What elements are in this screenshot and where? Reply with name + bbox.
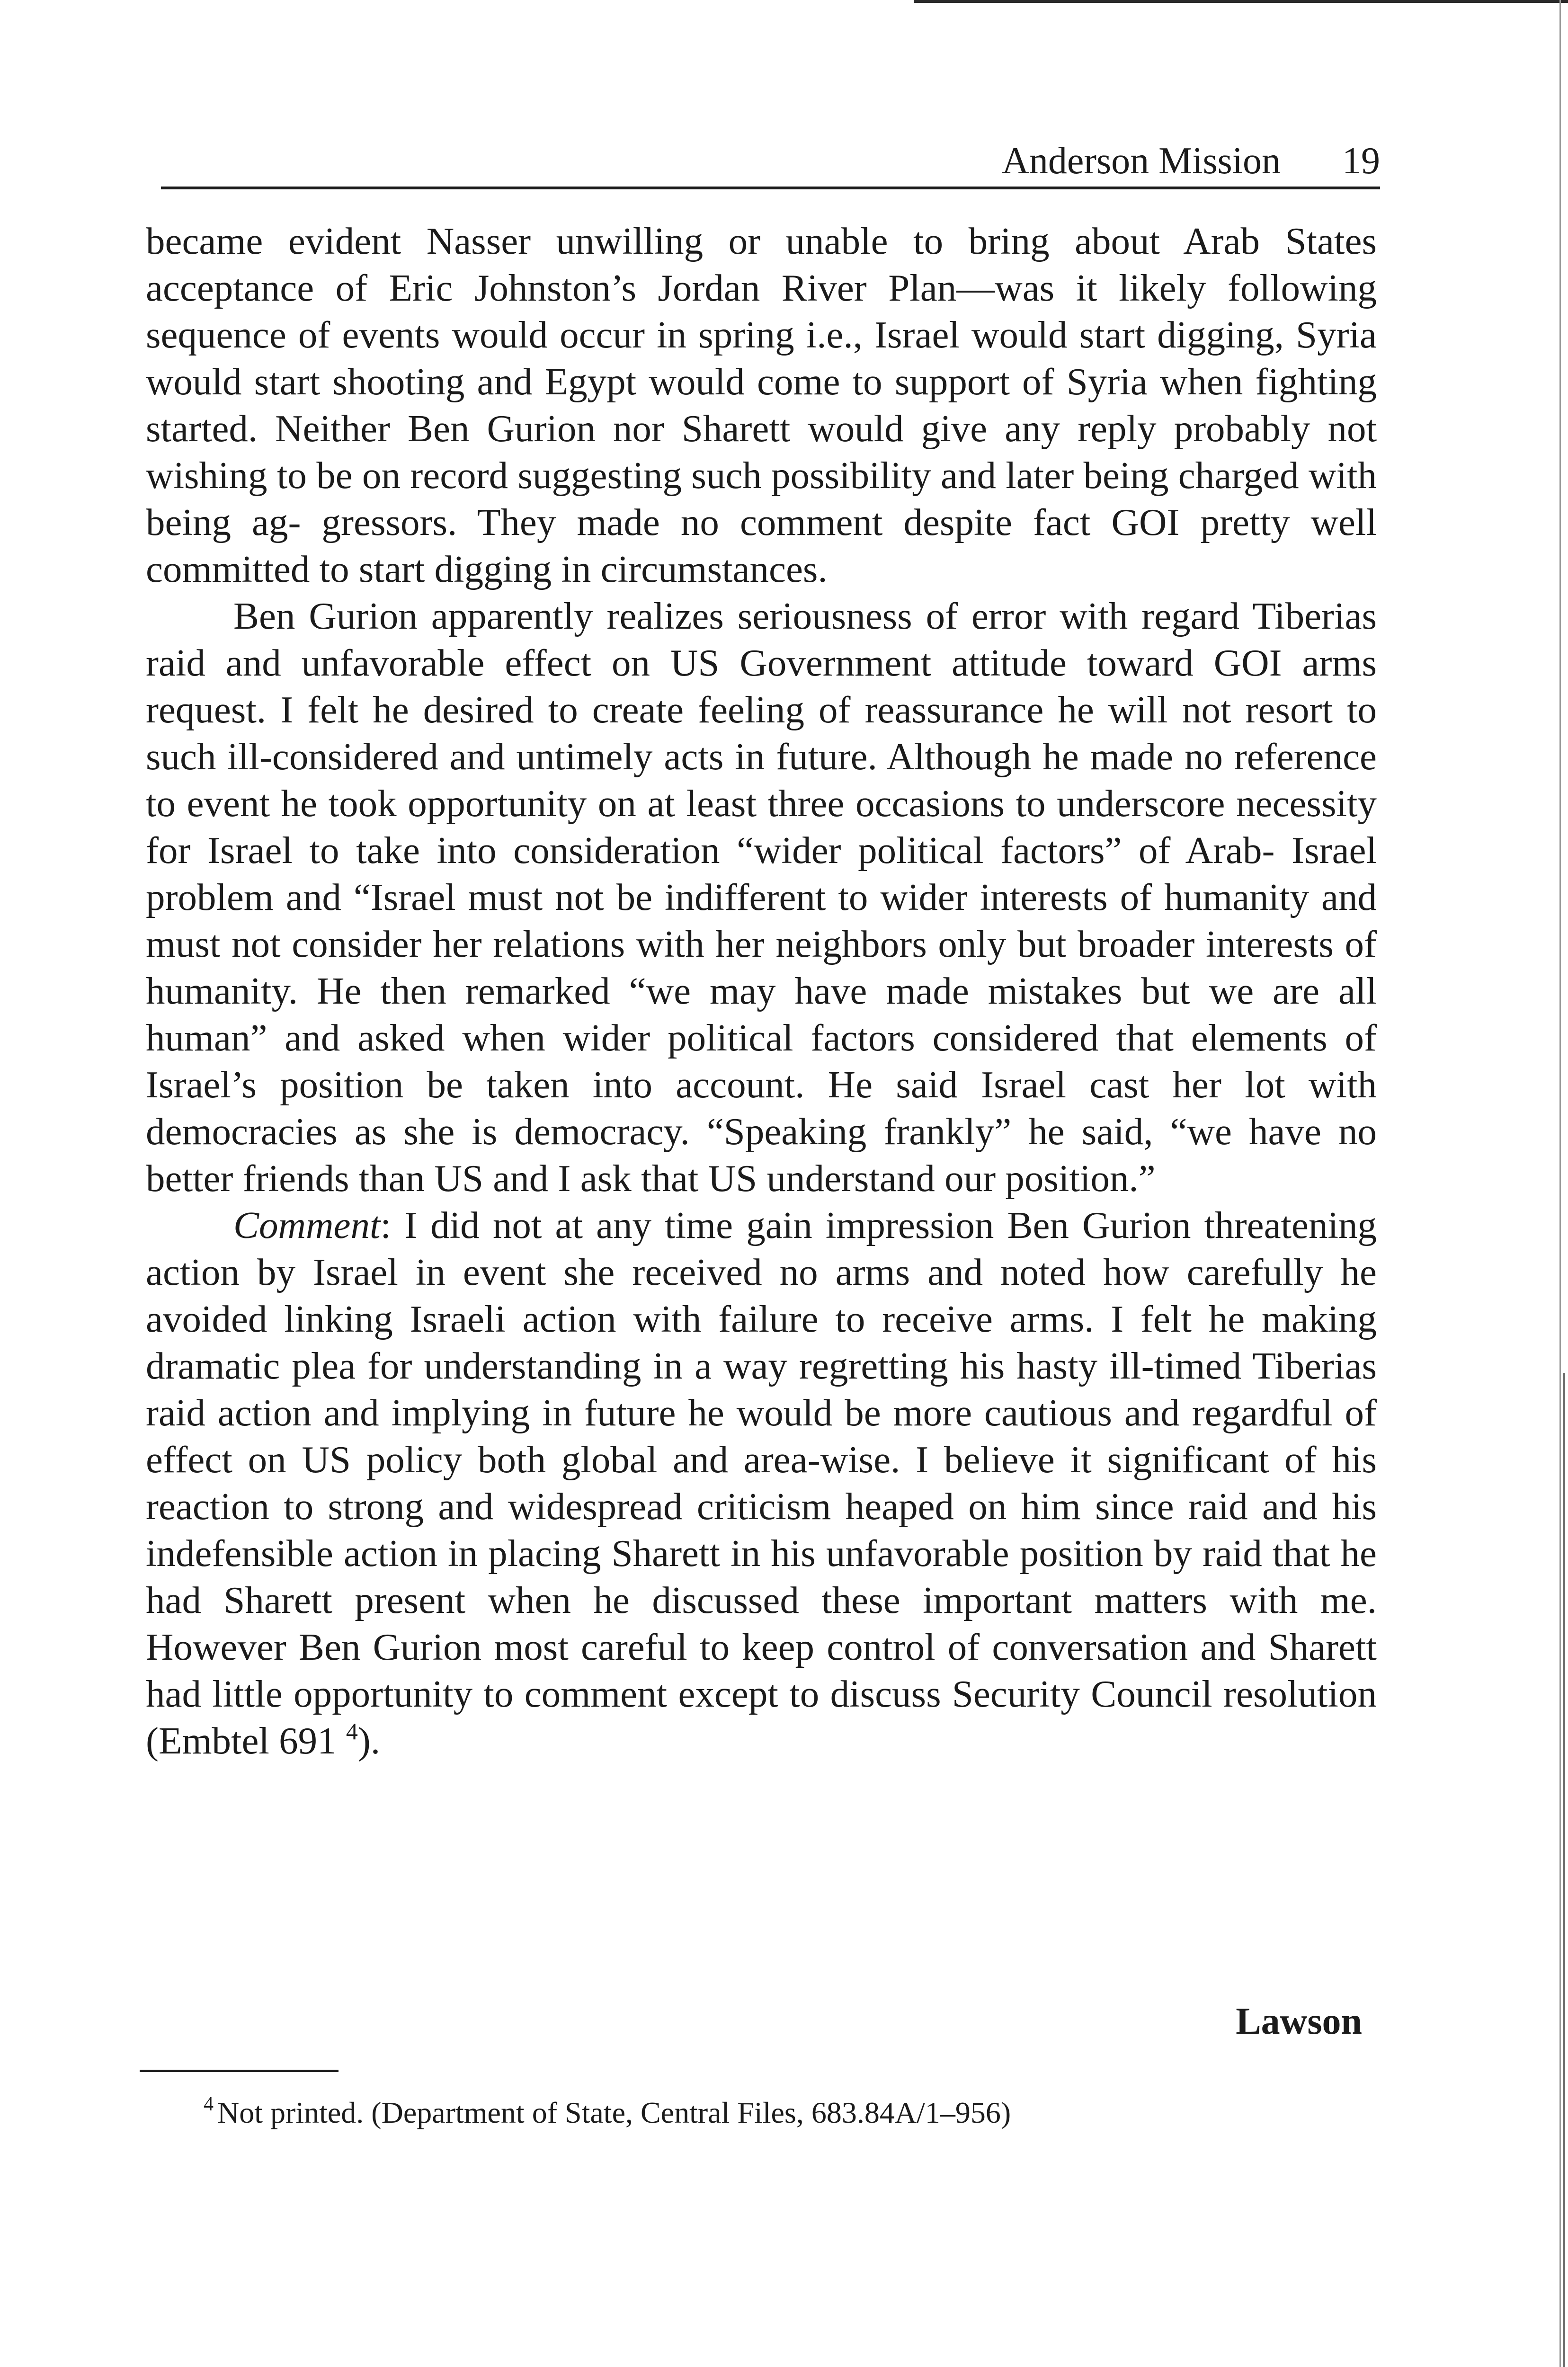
running-head-title: Anderson Mission <box>1002 140 1281 182</box>
page-binding-edge <box>1563 1373 1565 2367</box>
comment-label: Comment <box>233 1204 381 1246</box>
footnote-text: Not printed. (Department of State, Central Files, 683.84A/1–956) <box>217 2096 1011 2129</box>
paragraph-2: Ben Gurion apparently realizes seriousness of error with regard Tiberias raid and unfavorable effect on US Government attitude toward GOI arms request. I felt he desired to create feeling of reassurance he will not resort to such ill-considered and untimely acts in future. Although he made no reference to event he took opportunity on at least three occasions to underscore necessity for Israel to take into consideration “wider political factors” of Arab- Israel problem and “Israel must not be indifferent to wider interests of humanity and must not consider her relations with her neighbors only but broader interests of humanity. He then remarked “we may have made mistakes but we are all human” and asked when wider political factors considered that elements of Israel’s position be taken into account. He said Israel cast her lot with democracies as she is democracy. “Speaking frankly” he said, “we have no better friends than US and I ask that US understand our position.” <box>146 595 1377 1200</box>
page-right-edge <box>1559 0 1561 2367</box>
body-text <box>146 218 1377 1764</box>
running-head <box>161 137 1380 189</box>
comment-end: ). <box>357 1719 381 1762</box>
footnote-rule <box>140 2070 339 2072</box>
footnote-reference: 4 <box>346 1718 358 1744</box>
footnote-marker: 4 <box>204 2093 214 2115</box>
page-number: 19 <box>1342 140 1380 182</box>
running-head-rule <box>161 187 1380 189</box>
page-top-edge <box>914 0 1568 3</box>
comment-text: : I did not at any time gain impression Ben Gurion threatening action by Israel in event she received no arms and noted how carefully he avoided linking Israeli action with failure to receive arms. I felt he making dramatic plea for understanding in a way regretting his hasty ill-timed Tiberias raid action and implying in future he would be more cautious and regardful of effect on US policy both global and area-wise. I believe it significant of his reaction to strong and widespread criticism heaped on him since raid and his indefensible action in placing Sharett in his unfavorable position by raid that he had Sharett present when he discussed these important matters with me. However Ben Gurion most careful to keep control of conversation and Sharett had little opportunity to comment except to discuss Security Council resolution (Embtel 691 <box>146 1204 1377 1762</box>
signature: Lawson <box>1236 2001 1362 2042</box>
paragraph-3-comment <box>146 1202 1377 1764</box>
paragraph-1: became evident Nasser unwilling or unable to bring about Arab States acceptance of Eric Johnston’s Jordan River Plan—was it likely following sequence of events would occur in spring i.e., Israel would start digging, Syria would start shooting and Egypt would come to support of Syria when fighting started. Neither Ben Gurion nor Sharett would give any reply probably not wishing to be on record suggesting such possibility and later being charged with being ag- gressors. They made no comment despite fact GOI pretty well committed to start digging in circumstances. <box>146 220 1377 590</box>
footnote <box>204 2091 1011 2134</box>
